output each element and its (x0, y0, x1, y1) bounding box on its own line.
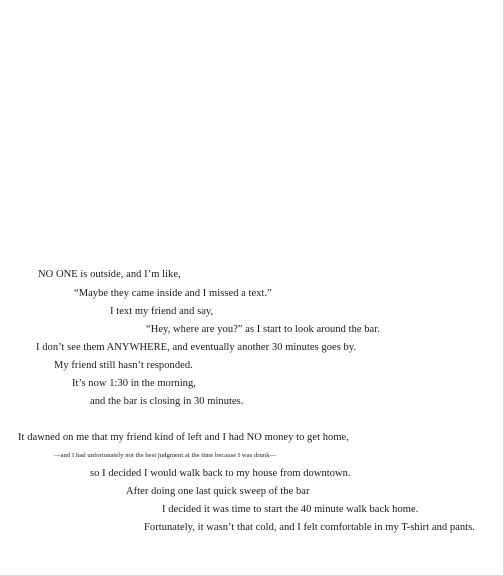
text-line: so I decided I would walk back to my house from downtown. (90, 468, 351, 479)
text-line: I text my friend and say, (110, 306, 214, 317)
text-line: Fortunately, it wasn’t that cold, and I felt comfortable in my T-shirt and pants. (144, 522, 475, 533)
text-line: It’s now 1:30 in the morning, (72, 378, 196, 389)
text-line: “Maybe they came inside and I missed a text.” (74, 288, 272, 299)
text-line: NO ONE is outside, and I’m like, (38, 269, 181, 280)
text-line: I don’t see them ANYWHERE, and eventually another 30 minutes goes by. (36, 342, 357, 353)
text-line: and the bar is closing in 30 minutes. (90, 396, 244, 407)
text-line: I decided it was time to start the 40 minute walk back home. (162, 504, 419, 515)
text-line: It dawned on me that my friend kind of left and I had NO money to get home, (18, 432, 349, 443)
text-line: My friend still hasn’t responded. (54, 360, 193, 371)
text-line: “Hey, where are you?” as I start to look around the bar. (146, 324, 380, 335)
text-line-small: —and I had unfortunately not the best judgment at the time because I was drunk— (54, 452, 277, 459)
text-line: After doing one last quick sweep of the bar (126, 486, 310, 497)
